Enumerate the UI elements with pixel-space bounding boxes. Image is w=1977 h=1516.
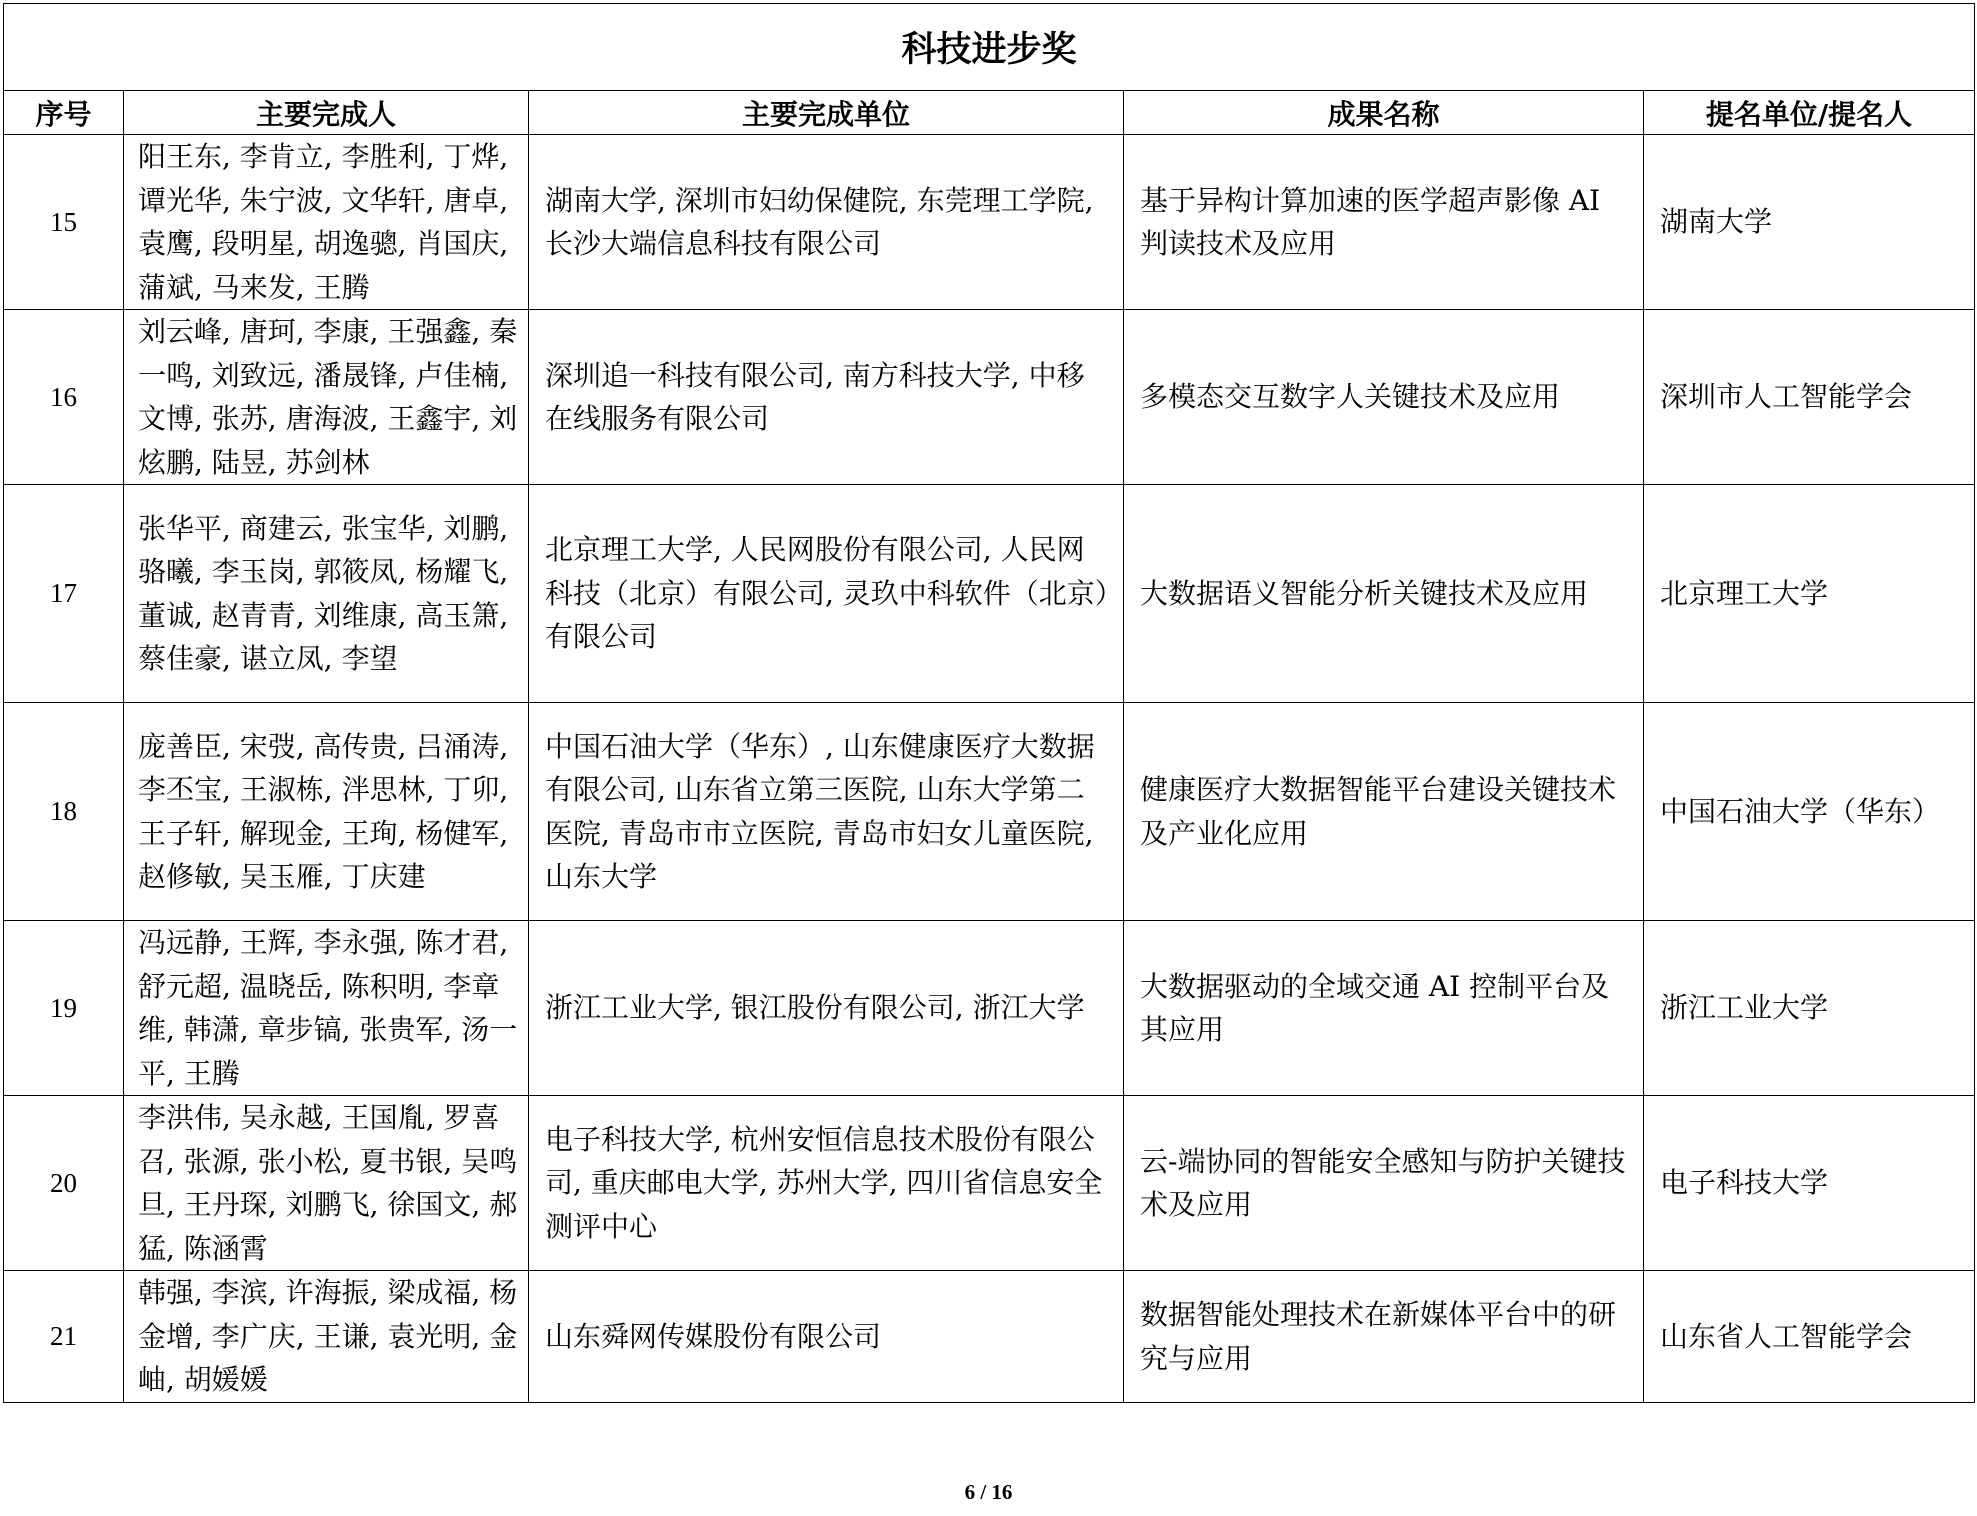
row-units: 电子科技大学, 杭州安恒信息技术股份有限公司, 重庆邮电大学, 苏州大学, 四川省信息安全测评中心 [529, 1096, 1124, 1271]
row-nominator: 深圳市人工智能学会 [1644, 310, 1975, 485]
row-nominator: 湖南大学 [1644, 135, 1975, 310]
row-result: 云-端协同的智能安全感知与防护关键技术及应用 [1124, 1096, 1644, 1271]
table-row [4, 1096, 1975, 1271]
header-result: 成果名称 [1124, 91, 1644, 135]
table-row [4, 310, 1975, 485]
row-nominator: 中国石油大学（华东） [1644, 703, 1975, 921]
row-number: 21 [4, 1271, 124, 1403]
row-nominator: 山东省人工智能学会 [1644, 1271, 1975, 1403]
row-people: 张华平, 商建云, 张宝华, 刘鹏, 骆曦, 李玉岗, 郭筱凤, 杨耀飞, 董诚, 赵青青, 刘维康, 高玉箫, 蔡佳豪, 谌立凤, 李望 [124, 485, 529, 703]
row-result: 健康医疗大数据智能平台建设关键技术及产业化应用 [1124, 703, 1644, 921]
row-result: 大数据语义智能分析关键技术及应用 [1124, 485, 1644, 703]
row-result: 数据智能处理技术在新媒体平台中的研究与应用 [1124, 1271, 1644, 1403]
row-number: 19 [4, 921, 124, 1096]
row-people: 庞善臣, 宋弢, 高传贵, 吕涌涛, 李丕宝, 王淑栋, 泮思林, 丁卯, 王子轩, 解现金, 王珣, 杨健军, 赵修敏, 吴玉雁, 丁庆建 [124, 703, 529, 921]
table-row [4, 921, 1975, 1096]
row-units: 中国石油大学（华东）, 山东健康医疗大数据有限公司, 山东省立第三医院, 山东大学第二医院, 青岛市市立医院, 青岛市妇女儿童医院, 山东大学 [529, 703, 1124, 921]
row-units: 浙江工业大学, 银江股份有限公司, 浙江大学 [529, 921, 1124, 1096]
table-title: 科技进步奖 [4, 4, 1975, 91]
table-row [4, 135, 1975, 310]
award-table [3, 3, 1975, 1403]
row-nominator: 浙江工业大学 [1644, 921, 1975, 1096]
row-units: 山东舜网传媒股份有限公司 [529, 1271, 1124, 1403]
row-result: 基于异构计算加速的医学超声影像 AI 判读技术及应用 [1124, 135, 1644, 310]
row-number: 15 [4, 135, 124, 310]
table-row [4, 703, 1975, 921]
row-units: 湖南大学, 深圳市妇幼保健院, 东莞理工学院, 长沙大端信息科技有限公司 [529, 135, 1124, 310]
row-units: 深圳追一科技有限公司, 南方科技大学, 中移在线服务有限公司 [529, 310, 1124, 485]
header-nominator: 提名单位/提名人 [1644, 91, 1975, 135]
row-people: 冯远静, 王辉, 李永强, 陈才君, 舒元超, 温晓岳, 陈积明, 李章维, 韩潇, 章步镐, 张贵军, 汤一平, 王腾 [124, 921, 529, 1096]
row-people: 李洪伟, 吴永越, 王国胤, 罗喜召, 张源, 张小松, 夏书银, 吴鸣旦, 王丹琛, 刘鹏飞, 徐国文, 郝猛, 陈涵霄 [124, 1096, 529, 1271]
row-number: 17 [4, 485, 124, 703]
row-people: 刘云峰, 唐珂, 李康, 王强鑫, 秦一鸣, 刘致远, 潘晟锋, 卢佳楠, 文博, 张苏, 唐海波, 王鑫宇, 刘炫鹏, 陆昱, 苏剑林 [124, 310, 529, 485]
table-row [4, 485, 1975, 703]
row-people: 阳王东, 李肯立, 李胜利, 丁烨, 谭光华, 朱宁波, 文华轩, 唐卓, 袁鹰, 段明星, 胡逸骢, 肖国庆, 蒲斌, 马来发, 王腾 [124, 135, 529, 310]
row-number: 20 [4, 1096, 124, 1271]
row-number: 18 [4, 703, 124, 921]
row-people: 韩强, 李滨, 许海振, 梁成福, 杨金增, 李广庆, 王谦, 袁光明, 金岫, 胡媛媛 [124, 1271, 529, 1403]
header-people: 主要完成人 [124, 91, 529, 135]
table-header-row [4, 91, 1975, 135]
row-number: 16 [4, 310, 124, 485]
row-nominator: 电子科技大学 [1644, 1096, 1975, 1271]
row-result: 多模态交互数字人关键技术及应用 [1124, 310, 1644, 485]
row-nominator: 北京理工大学 [1644, 485, 1975, 703]
page-number: 6 / 16 [964, 1480, 1013, 1504]
row-result: 大数据驱动的全域交通 AI 控制平台及其应用 [1124, 921, 1644, 1096]
table-title-row [4, 4, 1975, 91]
table-row [4, 1271, 1975, 1403]
row-units: 北京理工大学, 人民网股份有限公司, 人民网科技（北京）有限公司, 灵玖中科软件（北京）有限公司 [529, 485, 1124, 703]
header-units: 主要完成单位 [529, 91, 1124, 135]
header-no: 序号 [4, 91, 124, 135]
